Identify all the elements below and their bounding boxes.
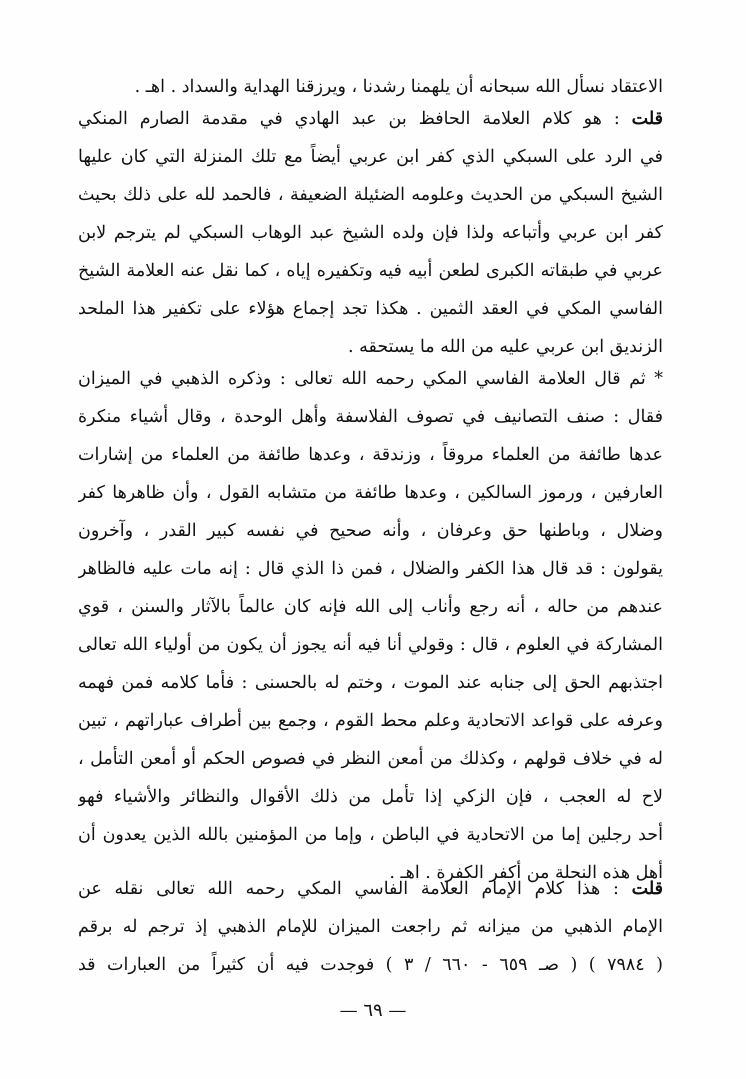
text-line: [78, 100, 663, 138]
text-line: * ثم قال العلامة الفاسي المكي رحمه الله تعالى : وذكره الذهبي في الميزان: [78, 369, 663, 389]
text-line: كفر ابن عربي وأتباعه ولذا فإن ولده الشيخ عبد الوهاب السبكي لم يترجم لابن: [78, 223, 663, 243]
text-line: فقال : صنف التصانيف في تصوف الفلاسفة وأهل الوحدة ، وقال أشياء منكرة: [78, 407, 663, 427]
lead-keyword: قلت: [631, 109, 663, 129]
text-line-rest: : هو كلام العلامة الحافظ بن عبد الهادي في مقدمة الصارم المنكي: [78, 109, 632, 129]
text-line: العارفين ، ورموز السالكين ، وعدها طائفة من متشابه القول ، وأن ظاهرها كفر: [78, 483, 663, 503]
text-line: عدها طائفة من العلماء مروقاً ، وزندقة ، وعدها طائفة من العلماء من إشارات: [78, 445, 663, 465]
lead-keyword: قلت: [631, 879, 663, 899]
text-line: المشاركة في العلوم ، قال : وقولي أنا فيه أنه يجوز أن يكون من أولياء الله تعالى: [78, 635, 663, 655]
text-line: الاعتقاد نسأل الله سبحانه أن يلهمنا رشدنا ، ويرزقنا الهداية والسداد . اهـ .: [134, 77, 663, 97]
text-line: الفاسي المكي في العقد الثمين . هكذا تجد إجماع هؤلاء على تكفير هذا الملحد: [78, 299, 663, 319]
paragraph-2: [78, 100, 663, 366]
text-line: يقولون : قد قال هذا الكفر والضلال ، فمن ذا الذي قال : إنه مات عليه فالظاهر: [78, 559, 663, 579]
text-line: أحد رجلين إما من الاتحادية في الباطن ، وإما من المؤمنين بالله الذين يعدون أن: [78, 825, 663, 845]
text-line: ( ٧٩٨٤ ) ( صـ ٦٥٩ - ٦٦٠ / ٣ ) فوجدت فيه أن كثيراً من العبارات قد: [78, 955, 663, 975]
text-line: عربي في طبقاته الكبرى لطعن أبيه فيه وتكفيره إياه ، كما نقل عنه العلامة الشيخ: [78, 261, 663, 281]
page-number: — ٦٩ —: [339, 1000, 407, 1021]
text-line: لاح له العجب ، فإن الزكي إذا تأمل من ذلك الأقوال والنظائر والأشياء فهو: [78, 787, 663, 807]
text-line: أهل هذه النحلة من أكفر الكفرة . اهـ .: [389, 863, 663, 883]
text-line: اجتذبهم الحق إلى جنابه عند الموت ، وختم له بالحسنى : فأما كلامه فمن فهمه: [78, 673, 663, 693]
text-line: وعرفه على قواعد الاتحادية وعلم محط القوم ، وجمع بين أطراف عباراتهم ، تبين: [78, 711, 663, 731]
text-line: [78, 870, 663, 908]
text-line: الزنديق ابن عربي عليه من الله ما يستحقه .: [347, 337, 663, 357]
text-line: وضلال ، وباطنها حق وعرفان ، وأنه صحيح في نفسه كبير القدر ، وآخرون: [78, 521, 663, 541]
text-line: له في خلاف قولهم ، وكذلك من أمعن النظر في فصوص الحكم أو أمعن التأمل ،: [78, 749, 663, 769]
text-line: عندهم من حاله ، أنه رجع وأناب إلى الله فإنه كان عالماً بالآثار والسنن ، قوي: [78, 597, 663, 617]
text-line-rest: : هذا كلام الإمام العلامة الفاسي المكي رحمه الله تعالى نقله عن: [78, 879, 632, 899]
paragraph-3: [78, 360, 663, 892]
paragraph-4: [78, 870, 663, 984]
text-line: الإمام الذهبي من ميزانه ثم راجعت الميزان للإمام الذهبي إذ ترجم له برقم: [78, 917, 663, 937]
text-line: الشيخ السبكي من الحديث وعلومه الضئيلة الضعيفة ، فالحمد لله على ذلك بحيث: [78, 185, 663, 205]
text-line: في الرد على السبكي الذي كفر ابن عربي أيضاً مع تلك المنزلة التي كان عليها: [78, 147, 663, 167]
